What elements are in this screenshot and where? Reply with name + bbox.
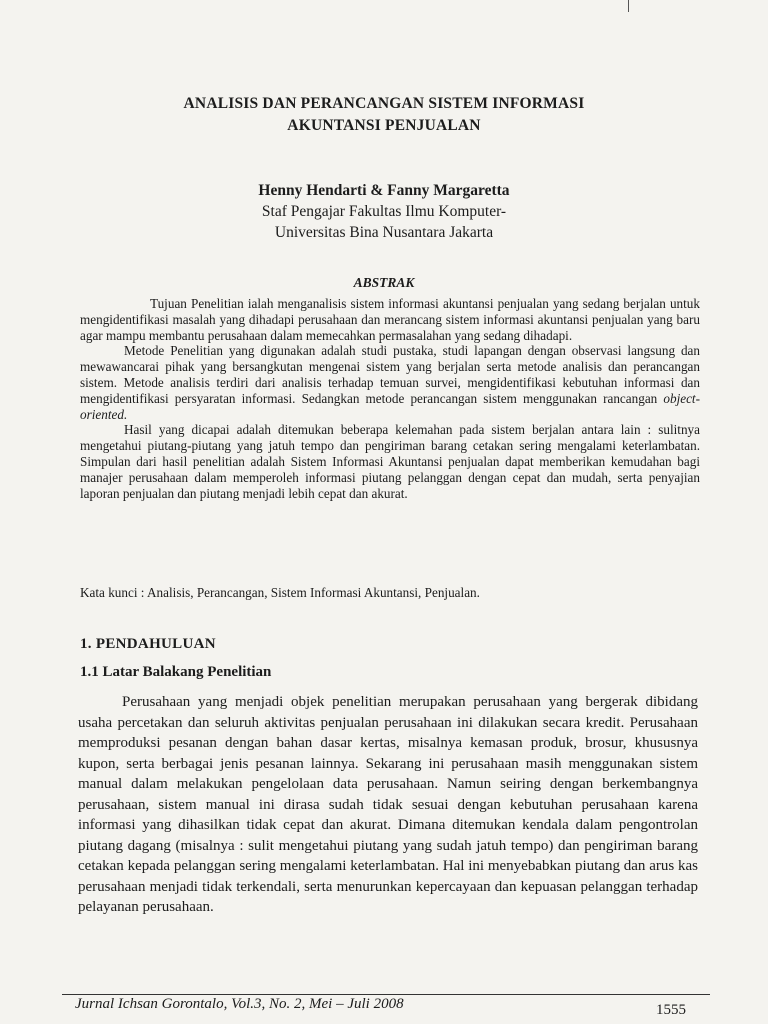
abstract-body (80, 296, 700, 501)
section-heading: 1. PENDAHULUAN (80, 636, 216, 652)
abstract-paragraph-2-italic: object-oriented. (80, 390, 700, 422)
footer-rule (62, 994, 710, 995)
abstract-heading: ABSTRAK (353, 275, 415, 290)
title-line-2: AKUNTANSI PENJUALAN (287, 117, 481, 134)
footer-journal: Jurnal Ichsan Gorontalo, Vol.3, No. 2, Mei – Juli 2008 (75, 996, 404, 1012)
affiliation-line-2: Universitas Bina Nusantara Jakarta (274, 224, 494, 241)
section-paragraph: Perusahaan yang menjadi objek penelitian merupakan perusahaan yang bergerak dibidang usaha percetakan dan seluruh aktivitas penjualan perusahaan ini dilakukan secara kredit. Perusahaan memproduksi pesanan dengan bahan dasar kertas, misalnya kemasan produk, brosur, khususnya kupon, serta berbagai jenis pesanan lainnya. Sekarang ini perusahaan masih menggunakan sistem manual dalam melakukan pengelolaan data perusahaan. Namun seiring dengan berkembangnya perusahaan, sistem manual ini dirasa sudah tidak sesuai dengan kebutuhan perusahaan karena informasi yang dihasilkan tidak cepat dan akurat. Dimana ditemukan kendala dalam pengontrolan piutang dagang (misalnya : sulit mengetahui piutang yang sudah jatuh tempo) dan pengiriman barang cetakan kepada pelanggan sering mengalami keterlambatan. Hal ini menyebabkan piutang dan arus kas perusahaan menjadi tidak terkendali, serta menurunkan kepercayaan dan kepuasan pelanggan terhadap pelayanan perusahaan. (78, 694, 698, 915)
affiliation-line-1: Staf Pengajar Fakultas Ilmu Komputer- (261, 203, 507, 220)
page-number: 1555 (656, 1002, 686, 1018)
section-body (78, 692, 698, 918)
keywords: Kata kunci : Analisis, Perancangan, Sistem Informasi Akuntansi, Penjualan. (80, 585, 480, 600)
author-block (100, 180, 668, 243)
subsection-heading: 1.1 Latar Balakang Penelitian (80, 664, 272, 680)
abstract-paragraph-3: Hasil yang dicapai adalah ditemukan beberapa kelemahan pada sistem berjalan antara lain : sulitnya mengetahui piutang-piutang yang jatuh tempo dan pengiriman barang cetakan sering mengalami keterlambatan. Simpulan dari hasil penelitian adalah Sistem Informasi Akuntansi penjualan dapat memberikan kemudahan bagi manajer perusahaan dalam memperoleh informasi piutang pelanggan dengan cepat dan mudah, serta penyajian laporan penjualan dan piutang menjadi lebih cepat dan akurat. (80, 422, 700, 501)
abstract-paragraph-2 (80, 343, 700, 422)
author-names: Henny Hendarti & Fanny Margaretta (258, 182, 510, 199)
paper-title (100, 93, 668, 137)
title-line-1: ANALISIS DAN PERANCANGAN SISTEM INFORMASI (183, 95, 585, 112)
scan-mark (628, 0, 635, 12)
abstract-paragraph-2-text: Metode Penelitian yang digunakan adalah studi pustaka, studi lapangan dengan observasi langsung dan mewawancarai pihak yang bersangkutan mengenai sistem yang berjalan serta metode analisis dan perancangan sistem. Metode analisis terdiri dari analisis terhadap temuan survei, mengidentifikasi kebutuhan informasi dan mengidentifikasi persyaratan informasi. Sedangkan metode perancangan sistem menggunakan rancangan (80, 343, 700, 406)
abstract-paragraph-1: Tujuan Penelitian ialah menganalisis sistem informasi akuntansi penjualan yang sedang berjalan untuk mengidentifikasi masalah yang dihadapi perusahaan dan merancang sistem informasi akuntansi penjualan yang baru agar mampu membantu perusahaan dalam memecahkan permasalahan yang sedang dihadapi. (80, 296, 700, 343)
